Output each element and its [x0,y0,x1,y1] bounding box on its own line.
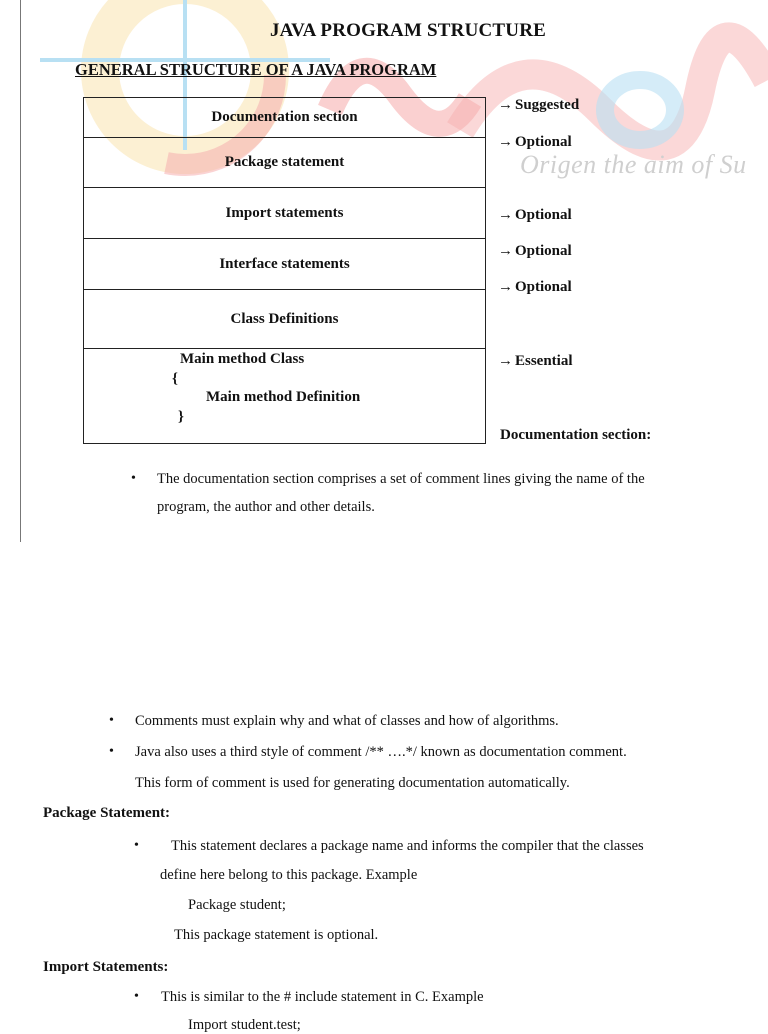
main-method-row [84,349,485,443]
table-row [84,138,485,188]
package-heading: Package Statement: [43,805,171,821]
row-label: Class Definitions [230,310,339,327]
bullet-icon: • [134,838,139,853]
arrow-right-icon: → [498,97,513,113]
row-label: Documentation section [211,109,358,125]
annotation-optional: → Optional [498,207,572,223]
page-title: JAVA PROGRAM STRUCTURE [269,20,547,41]
open-brace: { [172,371,178,387]
close-brace: } [178,409,184,425]
import-text: This is similar to the # include statement in C. Example [161,989,484,1005]
arrow-right-icon: → [498,207,513,223]
annotation-optional: → Optional [498,243,572,259]
package-note: This package statement is optional. [174,927,379,943]
arrow-right-icon: → [498,243,513,259]
bullet-icon: • [109,713,114,728]
row-label: Package statement [224,154,345,170]
section-heading: GENERAL STRUCTURE OF A JAVA PROGRAM [75,60,437,79]
documentation-text: The documentation section comprises a set of comment lines giving the name of the [157,471,645,487]
structure-table [83,97,486,444]
bullet-icon: • [134,989,139,1004]
annotation-suggested: → Suggested [498,97,580,113]
row-label: Interface statements [219,255,350,272]
documentation-heading: Documentation section: [500,427,652,443]
page-left-rule [20,0,21,542]
table-row [84,188,485,239]
documentation-text: Java also uses a third style of comment /** ….*/ known as documentation comment. [135,744,627,760]
annotation-essential: → Essential [498,353,573,369]
table-row [84,239,485,290]
package-text: define here belong to this package. Example [160,867,418,883]
row-label: Import statements [225,204,344,221]
table-row [84,290,485,349]
arrow-right-icon: → [498,134,513,150]
bullet-icon: • [109,744,114,759]
annotation-optional: → Optional [498,134,572,150]
package-example: Package student; [188,897,286,913]
bullet-icon: • [131,471,136,486]
package-text: This statement declares a package name and informs the compiler that the classes [171,838,644,854]
watermark-tagline: Origen the aim of Su [520,150,747,179]
import-heading: Import Statements: [43,959,169,975]
main-definition-label: Main method Definition [206,389,361,405]
main-class-label: Main method Class [180,351,305,367]
annotation-optional: → Optional [498,279,572,295]
documentation-text: program, the author and other details. [157,499,375,515]
arrow-right-icon: → [498,279,513,295]
documentation-text: Comments must explain why and what of classes and how of algorithms. [135,713,559,729]
arrow-right-icon: → [498,353,513,369]
import-example: Import student.test; [188,1017,301,1033]
documentation-text: This form of comment is used for generating documentation automatically. [135,775,570,791]
table-row [84,98,485,138]
